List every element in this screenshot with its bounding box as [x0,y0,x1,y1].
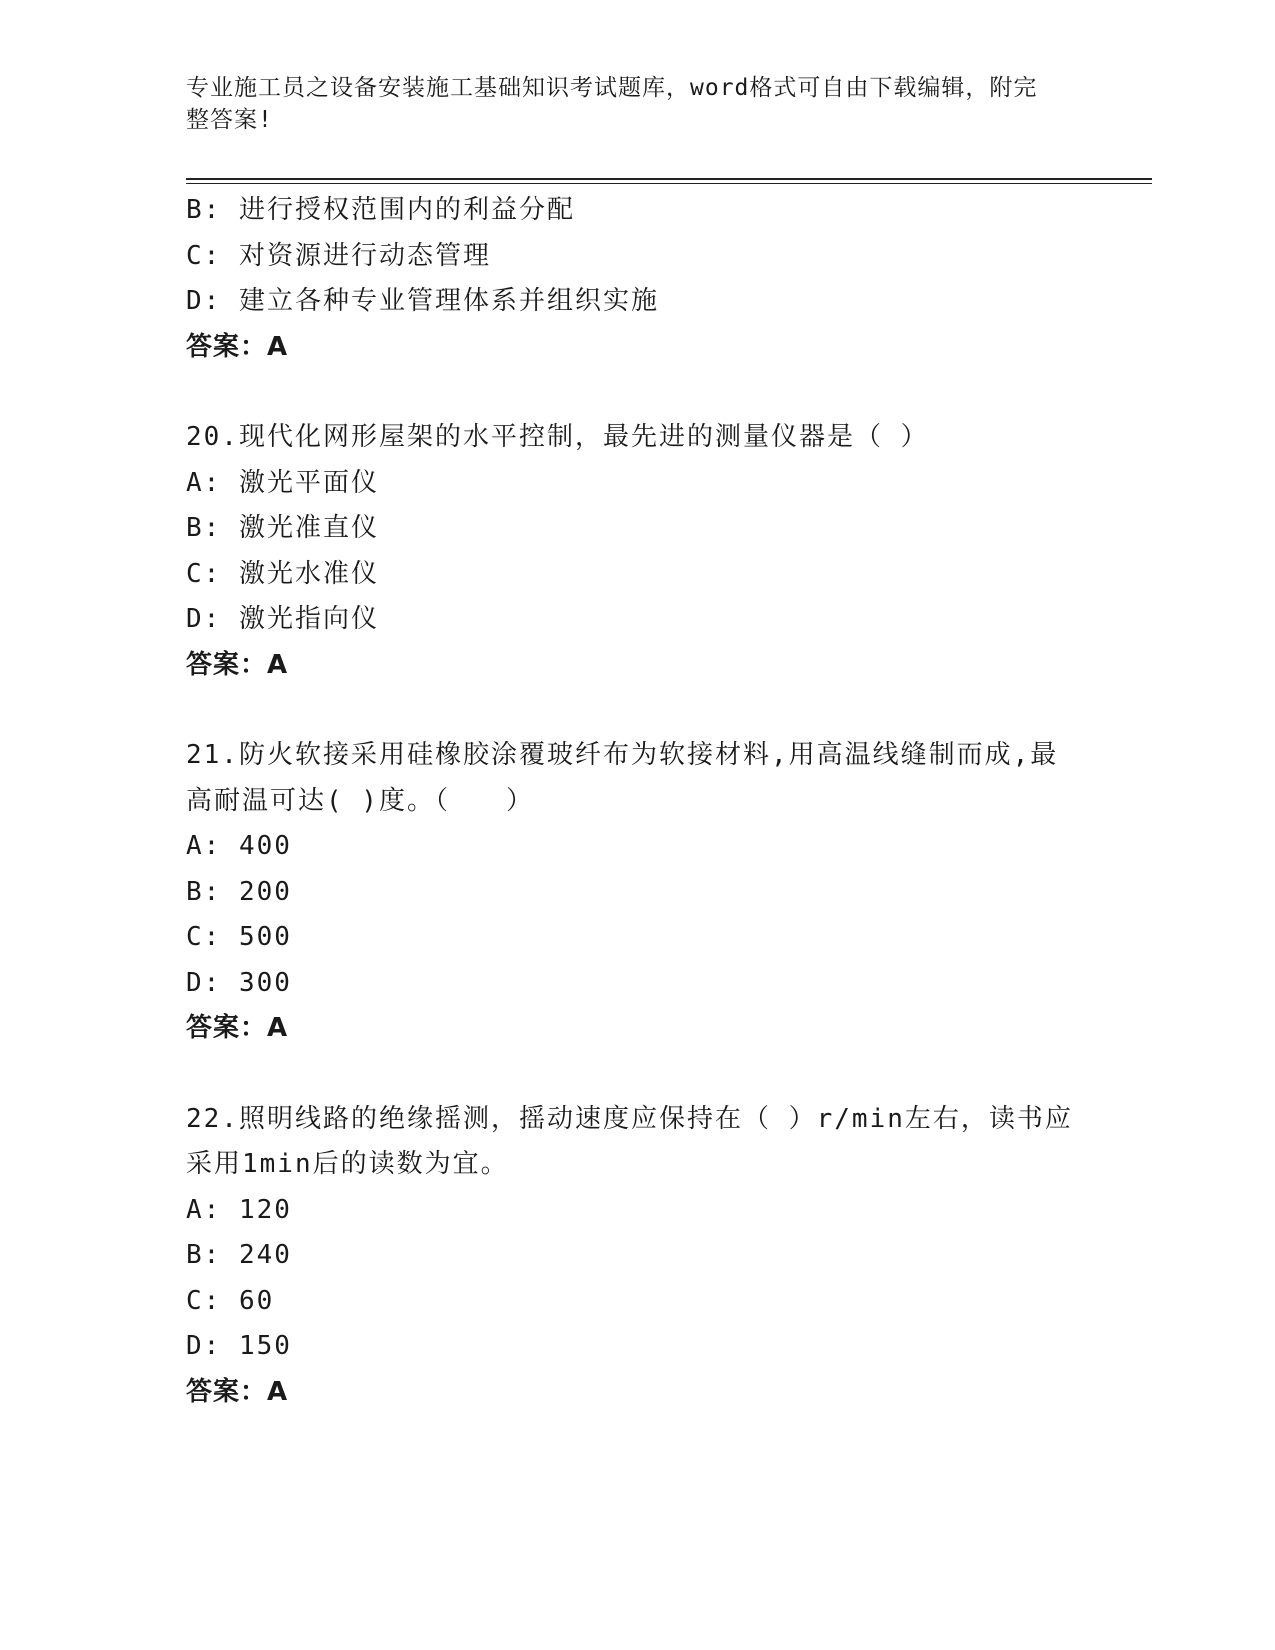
option-d: D: 建立各种专业管理体系并组织实施 [186,286,659,316]
question-22 [186,1097,1086,1416]
option-a: A: 激光平面仪 [186,467,379,498]
question-21 [186,733,1086,1052]
option-b: B: 进行授权范围内的利益分配 [186,195,575,225]
option-a: A: 120 [186,1194,292,1225]
header-rule-thick [186,178,1152,180]
question-text: 20.现代化网形屋架的水平控制，最先进的测量仪器是（ ） [186,422,929,452]
answer-line: 答案：A [186,649,289,680]
option-a: A: 400 [186,831,292,861]
partial-question-block [186,188,1086,370]
header-rule-thin [186,183,1152,184]
question-text-line-2: 高耐温可达( )度。（ ） [186,785,534,816]
document-header [186,72,1066,136]
option-d: D: 激光指向仪 [186,604,379,634]
option-c: C: 激光水准仪 [186,558,379,589]
option-d: D: 300 [186,967,292,998]
question-20 [186,415,1086,688]
question-content [186,188,1086,1415]
header-line-1: 专业施工员之设备安装施工基础知识考试题库，word格式可自由下载编辑，附完 [186,75,1038,101]
option-c: C: 500 [186,922,292,952]
option-c: C: 60 [186,1285,275,1316]
answer-line: 答案：A [186,1376,289,1407]
question-text-line-1: 21.防火软接采用硅橡胶涂覆玻纤布为软接材料,用高温线缝制而成,最 [186,740,1059,770]
option-d: D: 150 [186,1331,292,1361]
option-b: B: 200 [186,876,292,907]
question-text-line-1: 22.照明线路的绝缘摇测，摇动速度应保持在（ ）r/min左右，读书应 [186,1103,1073,1134]
question-text-line-2: 采用1min后的读数为宜。 [186,1149,509,1179]
answer-line: 答案：A [186,331,289,362]
header-line-2: 整答案! [186,107,273,133]
option-c: C: 对资源进行动态管理 [186,240,491,271]
option-b: B: 激光准直仪 [186,513,379,543]
answer-line: 答案：A [186,1013,289,1043]
option-b: B: 240 [186,1240,292,1270]
